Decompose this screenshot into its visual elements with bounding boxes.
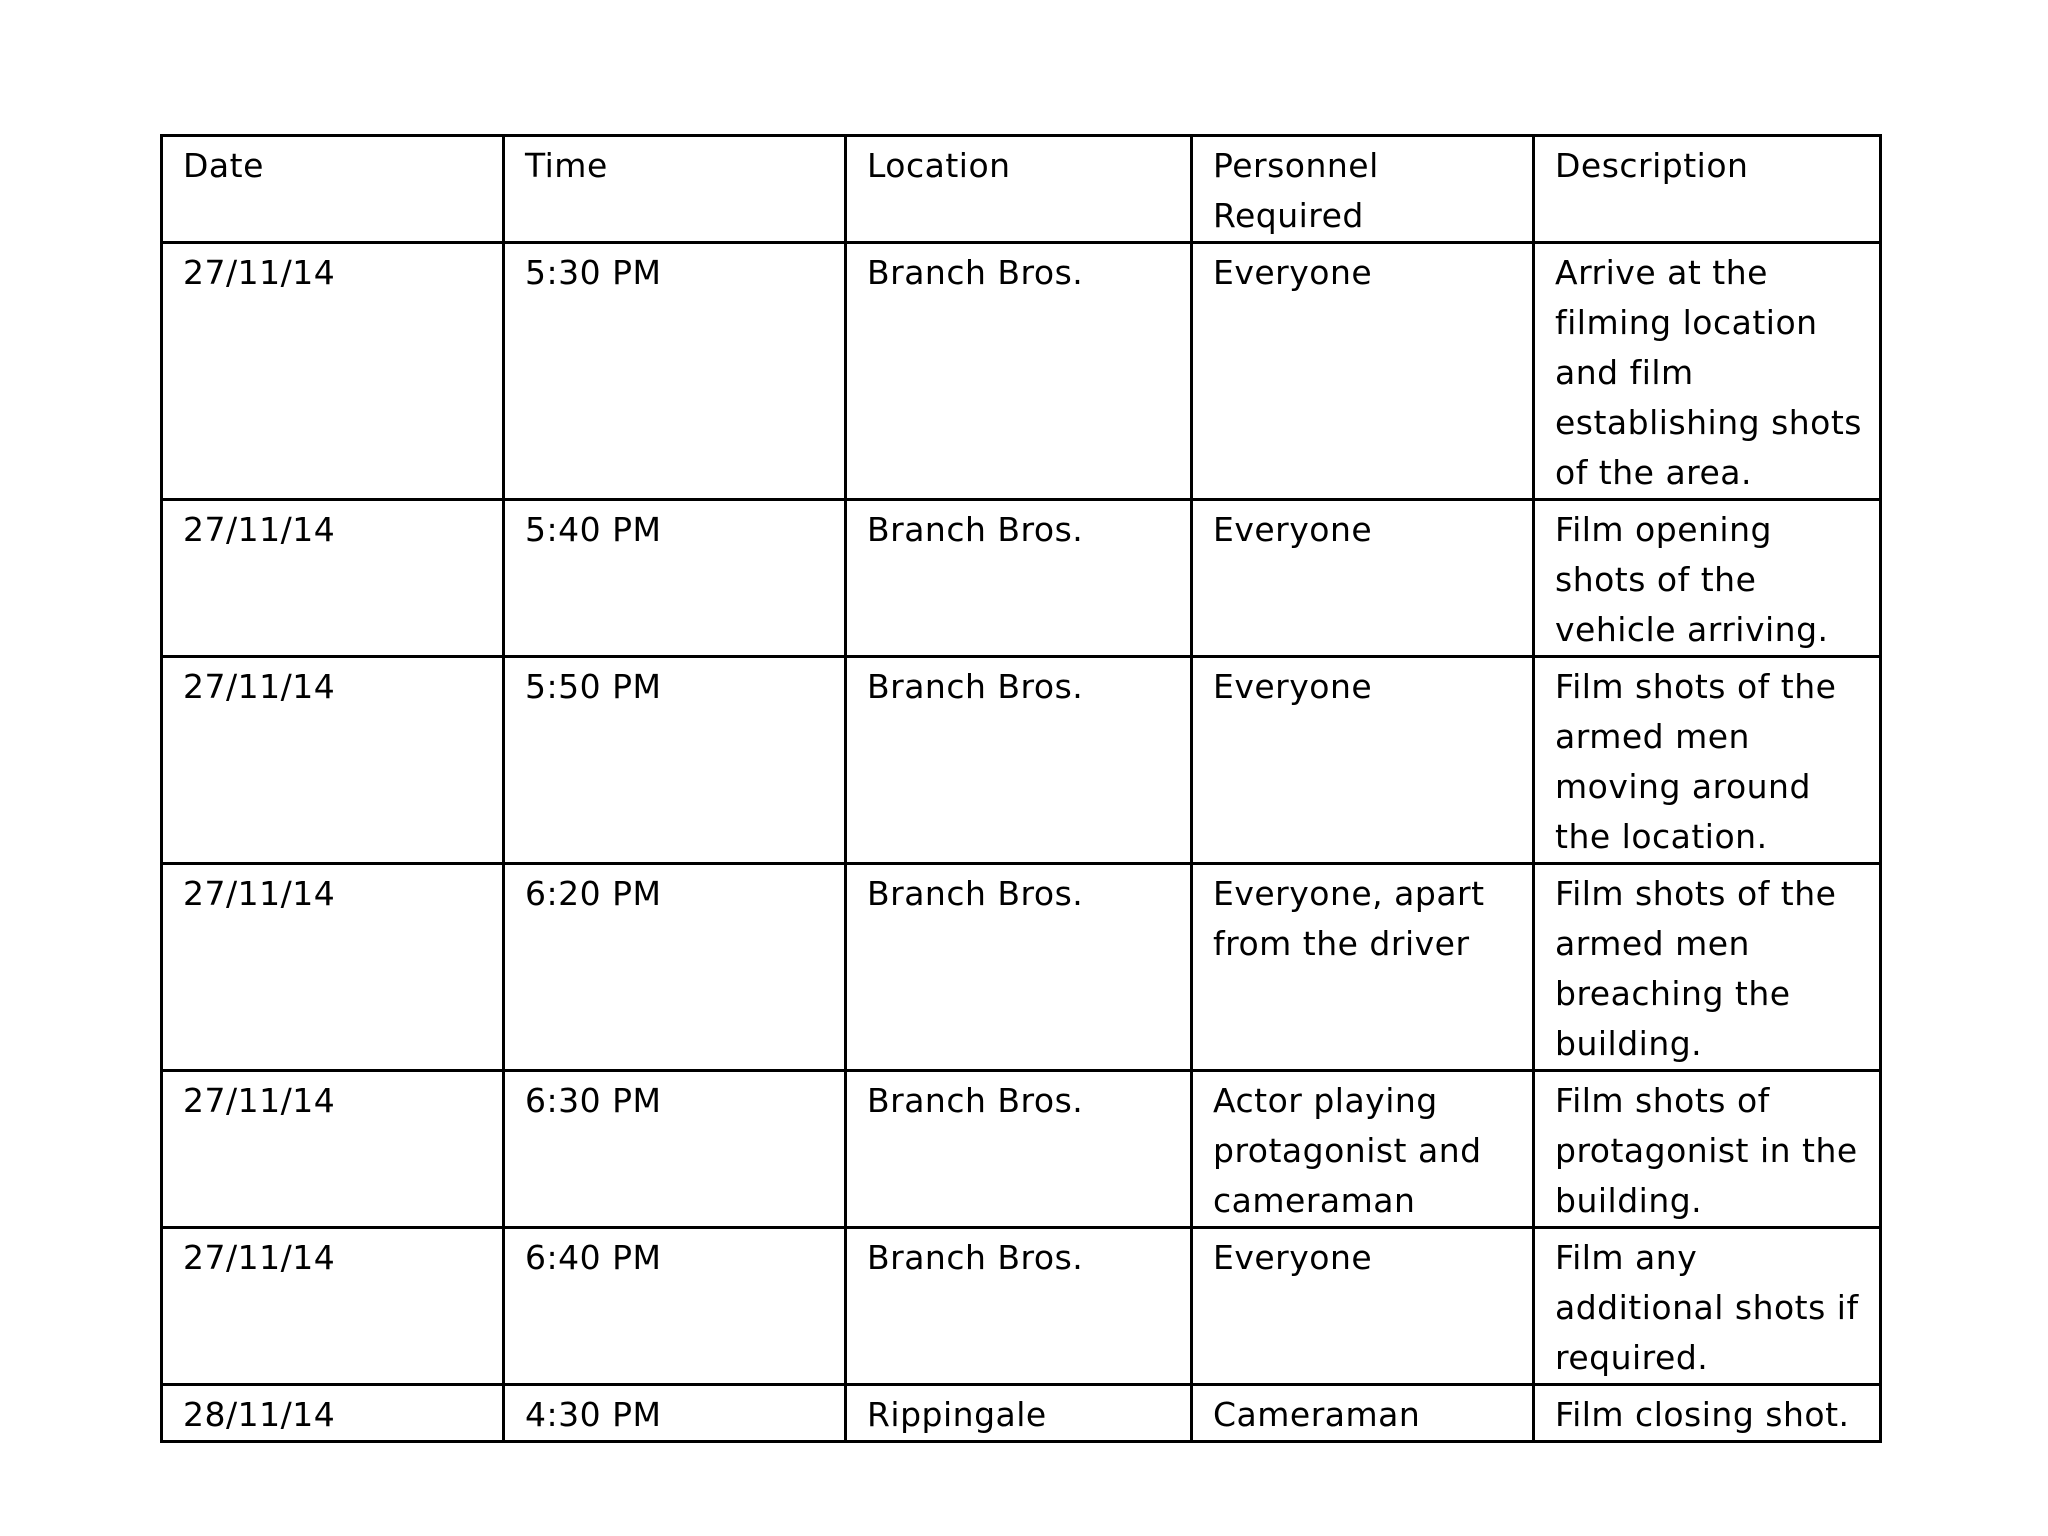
cell-time: 6:30 PM <box>504 1071 846 1228</box>
cell-date: 27/11/14 <box>162 1228 504 1385</box>
cell-location: Branch Bros. <box>846 657 1192 864</box>
header-date: Date <box>162 136 504 243</box>
table-row <box>162 1071 1881 1228</box>
cell-location: Branch Bros. <box>846 1228 1192 1385</box>
table-row <box>162 864 1881 1071</box>
cell-location: Branch Bros. <box>846 1071 1192 1228</box>
cell-date: 27/11/14 <box>162 864 504 1071</box>
filming-schedule-table <box>160 134 1882 1443</box>
cell-description: Film closing shot. <box>1534 1385 1881 1442</box>
table-row <box>162 1385 1881 1442</box>
cell-time: 6:40 PM <box>504 1228 846 1385</box>
cell-time: 6:20 PM <box>504 864 846 1071</box>
cell-personnel: Cameraman <box>1192 1385 1534 1442</box>
table-row <box>162 657 1881 864</box>
cell-description: Film shots of protagonist in the building. <box>1534 1071 1881 1228</box>
header-description: Description <box>1534 136 1881 243</box>
cell-date: 28/11/14 <box>162 1385 504 1442</box>
cell-date: 27/11/14 <box>162 243 504 500</box>
header-personnel-required: Personnel Required <box>1192 136 1534 243</box>
cell-location: Rippingale <box>846 1385 1192 1442</box>
table-row <box>162 243 1881 500</box>
cell-description: Film shots of the armed men breaching the building. <box>1534 864 1881 1071</box>
cell-time: 4:30 PM <box>504 1385 846 1442</box>
cell-personnel: Everyone <box>1192 243 1534 500</box>
cell-personnel: Everyone <box>1192 500 1534 657</box>
cell-description: Arrive at the filming location and film establishing shots of the area. <box>1534 243 1881 500</box>
cell-description: Film any additional shots if required. <box>1534 1228 1881 1385</box>
cell-description: Film shots of the armed men moving around the location. <box>1534 657 1881 864</box>
table-row <box>162 500 1881 657</box>
cell-location: Branch Bros. <box>846 864 1192 1071</box>
cell-date: 27/11/14 <box>162 1071 504 1228</box>
table-row <box>162 1228 1881 1385</box>
cell-location: Branch Bros. <box>846 243 1192 500</box>
cell-personnel: Everyone, apart from the driver <box>1192 864 1534 1071</box>
header-time: Time <box>504 136 846 243</box>
cell-description: Film opening shots of the vehicle arriving. <box>1534 500 1881 657</box>
cell-personnel: Everyone <box>1192 657 1534 864</box>
cell-time: 5:50 PM <box>504 657 846 864</box>
cell-time: 5:40 PM <box>504 500 846 657</box>
cell-personnel: Actor playing protagonist and cameraman <box>1192 1071 1534 1228</box>
header-location: Location <box>846 136 1192 243</box>
cell-time: 5:30 PM <box>504 243 846 500</box>
cell-personnel: Everyone <box>1192 1228 1534 1385</box>
cell-location: Branch Bros. <box>846 500 1192 657</box>
table-header-row <box>162 136 1881 243</box>
cell-date: 27/11/14 <box>162 500 504 657</box>
cell-date: 27/11/14 <box>162 657 504 864</box>
